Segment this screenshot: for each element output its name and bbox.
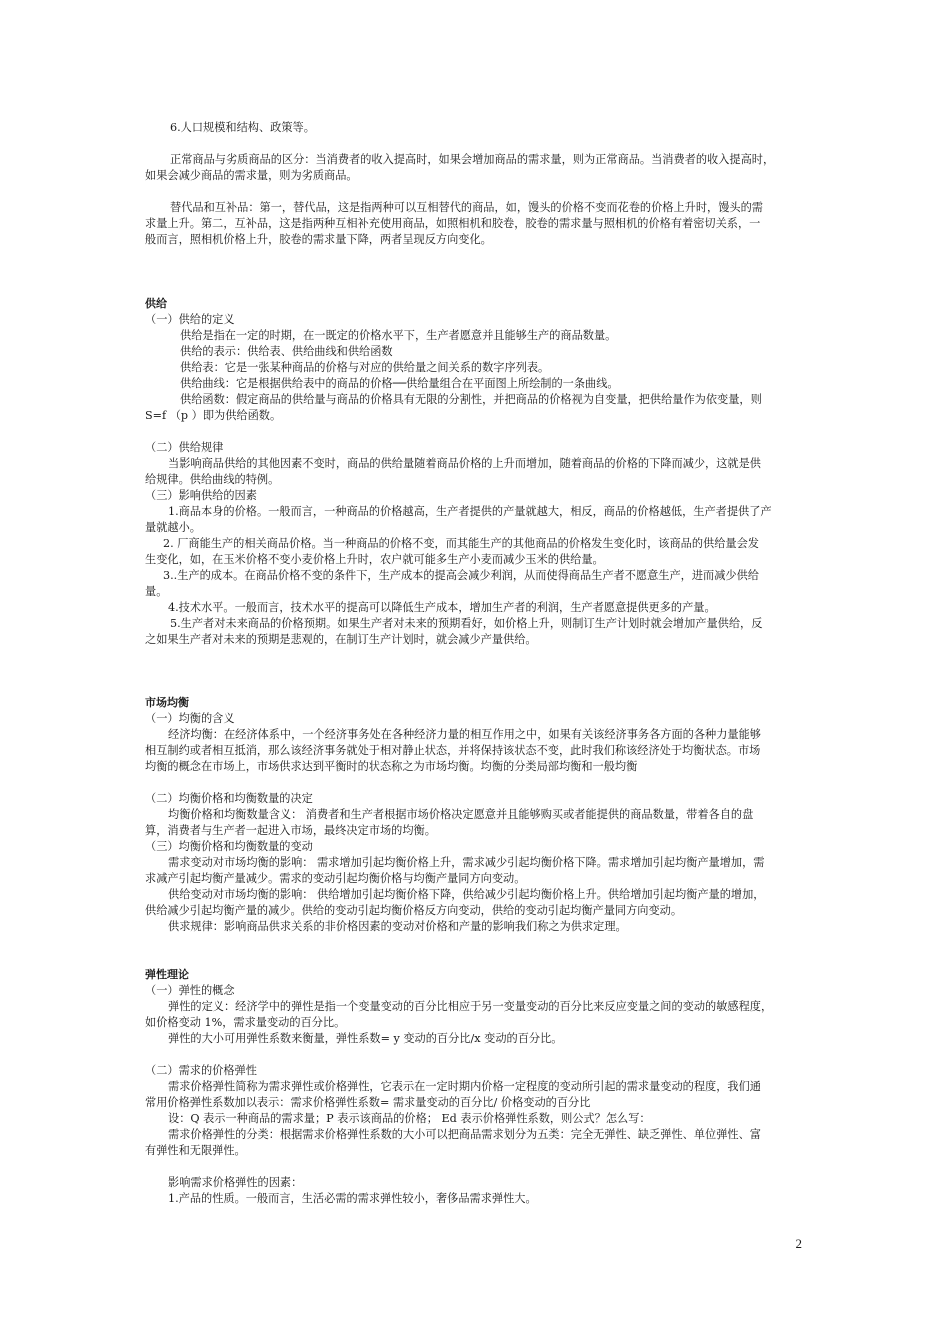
subheading: （一）均衡的含义 [145, 712, 235, 725]
text-line: 影响需求价格弹性的因素： [168, 1176, 303, 1189]
text-line: 1.产品的性质。一般而言，生活必需的需求弹性较小，奢侈品需求弹性大。 [168, 1192, 537, 1205]
text-line: 需求价格弹性简称为需求弹性或价格弹性，它表示在一定时期内价格一定程度的变动所引起的需求量变动的程度，我们通 [168, 1080, 761, 1093]
subheading: （二）需求的价格弹性 [145, 1064, 257, 1077]
text-line: 供给表：它是一张某种商品的价格与对应的供给量之间关系的数字序列表。 [180, 361, 550, 374]
subheading: （二）均衡价格和均衡数量的决定 [145, 792, 313, 805]
text-line: 2. 厂商能生产的相关商品价格。当一种商品的价格不变，而其能生产的其他商品的价格发生变化时，该商品的供给量会发 [163, 537, 759, 550]
text-line: 如价格变动 1%，需求量变动的百分比。 [145, 1016, 346, 1029]
text-line: 量就越小。 [145, 521, 201, 534]
text-line: 当影响商品供给的其他因素不变时，商品的供给量随着商品价格的上升而增加，随着商品的价格的下降而减少，这就是供 [168, 457, 761, 470]
text-line: 生变化，如，在玉米价格不变小麦价格上升时，农户就可能多生产小麦而减少玉米的供给量。 [145, 553, 604, 566]
text-line: 4.技术水平。一般而言，技术水平的提高可以降低生产成本，增加生产者的利润，生产者愿意提供更多的产量。 [168, 601, 716, 614]
text-line: 常用价格弹性系数加以表示：需求价格弹性系数= 需求量变动的百分比/ 价格变动的百分比 [145, 1096, 591, 1109]
subheading: （三）影响供给的因素 [145, 489, 257, 502]
text-line: 需求变动对市场均衡的影响： 需求增加引起均衡价格上升，需求减少引起均衡价格下降。需求增加引起均衡产量增加，需 [168, 856, 765, 869]
text-line: 3..生产的成本。在商品价格不变的条件下，生产成本的提高会减少利润，从而使得商品生产者不愿意生产，进而减少供给 [163, 569, 759, 582]
text-line: 弹性的定义：经济学中的弹性是指一个变量变动的百分比相应于另一变量变动的百分比来反应变量之间的变动的敏感程度， [168, 1000, 773, 1013]
text-line: 弹性的大小可用弹性系数来衡量，弹性系数= y 变动的百分比/x 变动的百分比。 [168, 1032, 563, 1045]
text-line: 供给曲线：它是根据供给表中的商品的价格──供给量组合在平面图上所绘制的一条曲线。 [180, 377, 619, 390]
section-heading-market-equilibrium: 市场均衡 [145, 696, 189, 709]
subheading: （一）弹性的概念 [145, 984, 235, 997]
text-line: S=f （p ）即为供给函数。 [145, 409, 282, 422]
subheading: （一）供给的定义 [145, 313, 235, 326]
text-line: 供给函数：假定商品的供给量与商品的价格具有无限的分割性，并把商品的价格视为自变量，把供给量作为依变量，则 [180, 393, 762, 406]
text-line: 量。 [145, 585, 168, 598]
text-line: 般而言，照相机价格上升，胶卷的需求量下降，两者呈现反方向变化。 [145, 233, 492, 246]
text-line: 供给是指在一定的时期，在一既定的价格水平下，生产者愿意并且能够生产的商品数量。 [180, 329, 617, 342]
text-line: 6.人口规模和结构、政策等。 [170, 121, 315, 134]
page-number: 2 [795, 1236, 802, 1251]
text-line: 供给减少引起均衡产量的减少。供给的变动引起均衡价格反方向变动，供给的变动引起均衡产量同方向变动。 [145, 904, 683, 917]
subheading: （三）均衡价格和均衡数量的变动 [145, 840, 313, 853]
text-line: 求减产引起均衡产量减少。需求的变动引起均衡价格与均衡产量同方向变动。 [145, 872, 526, 885]
text-line: 供求规律：影响商品供求关系的非价格因素的变动对价格和产量的影响我们称之为供求定理。 [168, 920, 627, 933]
text-line: 经济均衡：在经济体系中，一个经济事务处在各种经济力量的相互作用之中，如果有关该经济事务各方面的各种力量能够 [168, 728, 761, 741]
text-line: 之如果生产者对未来的预期是悲观的，在制订生产计划时，就会减少产量供给。 [145, 633, 537, 646]
text-line: 供给变动对市场均衡的影响： 供给增加引起均衡价格下降，供给减少引起均衡价格上升。供给增加引起均衡产量的增加， [168, 888, 765, 901]
section-heading-supply: 供给 [145, 297, 167, 310]
text-line: 需求价格弹性的分类：根据需求价格弹性系数的大小可以把商品需求划分为五类：完全无弹性、缺乏弹性、单位弹性、富 [168, 1128, 761, 1141]
subheading: （二）供给规律 [145, 441, 224, 454]
text-line: 均衡的概念在市场上，市场供求达到平衡时的状态称之为市场均衡。均衡的分类局部均衡和一般均衡 [145, 760, 638, 773]
text-line: 1.商品本身的价格。一般而言，一种商品的价格越高，生产者提供的产量就越大，相反，商品的价格越低，生产者提供了产 [168, 505, 772, 518]
text-line: 算，消费者与生产者一起进入市场，最终决定市场的均衡。 [145, 824, 436, 837]
text-line: 给规律。供给曲线的特例。 [145, 473, 280, 486]
text-line: 供给的表示：供给表、供给曲线和供给函数 [180, 345, 393, 358]
text-line: 均衡价格和均衡数量含义： 消费者和生产者根据市场价格决定愿意并且能够购买或者能提供的商品数量，带着各自的盘 [168, 808, 754, 821]
section-heading-elasticity: 弹性理论 [145, 968, 189, 981]
text-line: 替代品和互补品：第一，替代品，这是指两种可以互相替代的商品，如，馒头的价格不变而花卷的价格上升时，馒头的需 [170, 201, 763, 214]
text-line: 5.生产者对未来商品的价格预期。如果生产者对未来的预期看好，如价格上升，则制订生产计划时就会增加产量供给，反 [170, 617, 763, 630]
text-line: 如果会减少商品的需求量，则为劣质商品。 [145, 169, 358, 182]
text-line: 相互制约或者相互抵消，那么该经济事务就处于相对静止状态，并将保持该状态不变，此时我们称该经济处于均衡状态。市场 [145, 744, 761, 757]
text-line: 求量上升。第二，互补品，这是指两种互相补充使用商品，如照相机和胶卷，胶卷的需求量与照相机的价格有着密切关系，一 [145, 217, 761, 230]
text-line: 正常商品与劣质商品的区分：当消费者的收入提高时，如果会增加商品的需求量，则为正常商品。当消费者的收入提高时， [170, 153, 775, 166]
text-line: 设：Q 表示一种商品的需求量；P 表示该商品的价格； Ed 表示价格弹性系数，则公式？怎么写： [168, 1112, 651, 1125]
text-line: 有弹性和无限弹性。 [145, 1144, 246, 1157]
